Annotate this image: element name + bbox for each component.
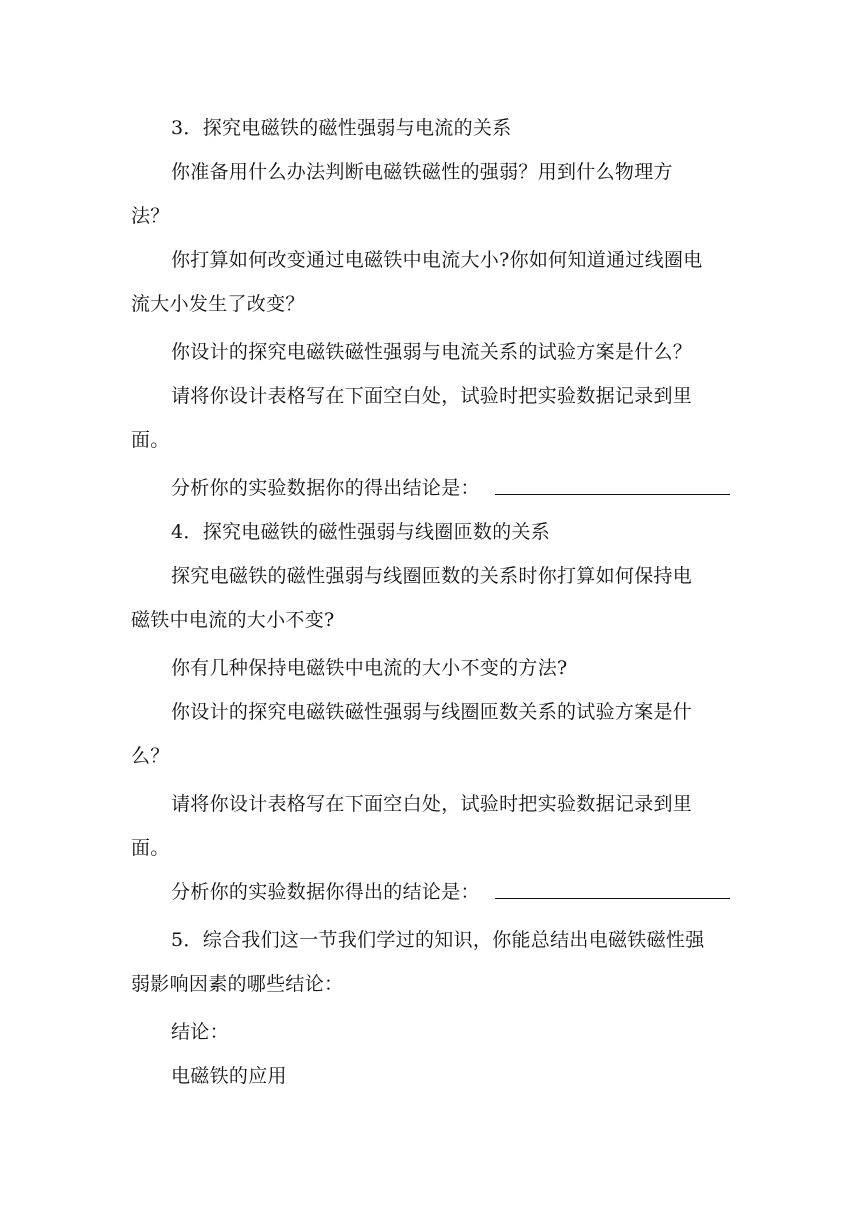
question-methods-keep-current: 你有几种保持电磁铁中电流的大小不变的方法? (171, 657, 568, 679)
question-experiment-plan-current: 你设计的探究电磁铁磁性强弱与电流关系的试验方案是什么？ (171, 341, 693, 363)
question-change-current-cont: 流大小发生了改变？ (131, 293, 305, 315)
instruction-design-table-1: 请将你设计表格写在下面空白处，试验时把实验数据记录到里 (171, 385, 693, 407)
question-judge-magnetism-cont: 法？ (131, 205, 170, 227)
electromagnet-applications-heading: 电磁铁的应用 (171, 1065, 287, 1087)
section-5-heading: 5．综合我们这一节我们学过的知识，你能总结出电磁铁磁性强 (171, 929, 705, 951)
conclusion-label: 结论： (171, 1021, 229, 1043)
conclusion-prompt-current: 分析你的实验数据你的得出结论是： (171, 477, 480, 499)
instruction-design-table-2-cont: 面。 (131, 837, 170, 859)
question-keep-current-constant-cont: 磁铁中电流的大小不变? (131, 609, 335, 631)
conclusion-blank-current[interactable] (495, 494, 730, 495)
section-5-heading-cont: 弱影响因素的哪些结论： (131, 973, 344, 995)
question-experiment-plan-turns-cont: 么？ (131, 745, 170, 767)
section-3-heading: 3．探究电磁铁的磁性强弱与电流的关系 (171, 117, 512, 139)
instruction-design-table-2: 请将你设计表格写在下面空白处，试验时把实验数据记录到里 (171, 793, 693, 815)
question-change-current: 你打算如何改变通过电磁铁中电流大小?你如何知道通过线圈电 (171, 249, 703, 271)
conclusion-blank-turns[interactable] (495, 898, 730, 899)
conclusion-prompt-turns: 分析你的实验数据你得出的结论是： (171, 881, 480, 903)
instruction-design-table-1-cont: 面。 (131, 429, 170, 451)
question-keep-current-constant: 探究电磁铁的磁性强弱与线圈匝数的关系时你打算如何保持电 (171, 565, 693, 587)
question-experiment-plan-turns: 你设计的探究电磁铁磁性强弱与线圈匝数关系的试验方案是什 (171, 701, 693, 723)
question-judge-magnetism: 你准备用什么办法判断电磁铁磁性的强弱？用到什么物理方 (171, 161, 673, 183)
section-4-heading: 4．探究电磁铁的磁性强弱与线圈匝数的关系 (171, 521, 551, 543)
